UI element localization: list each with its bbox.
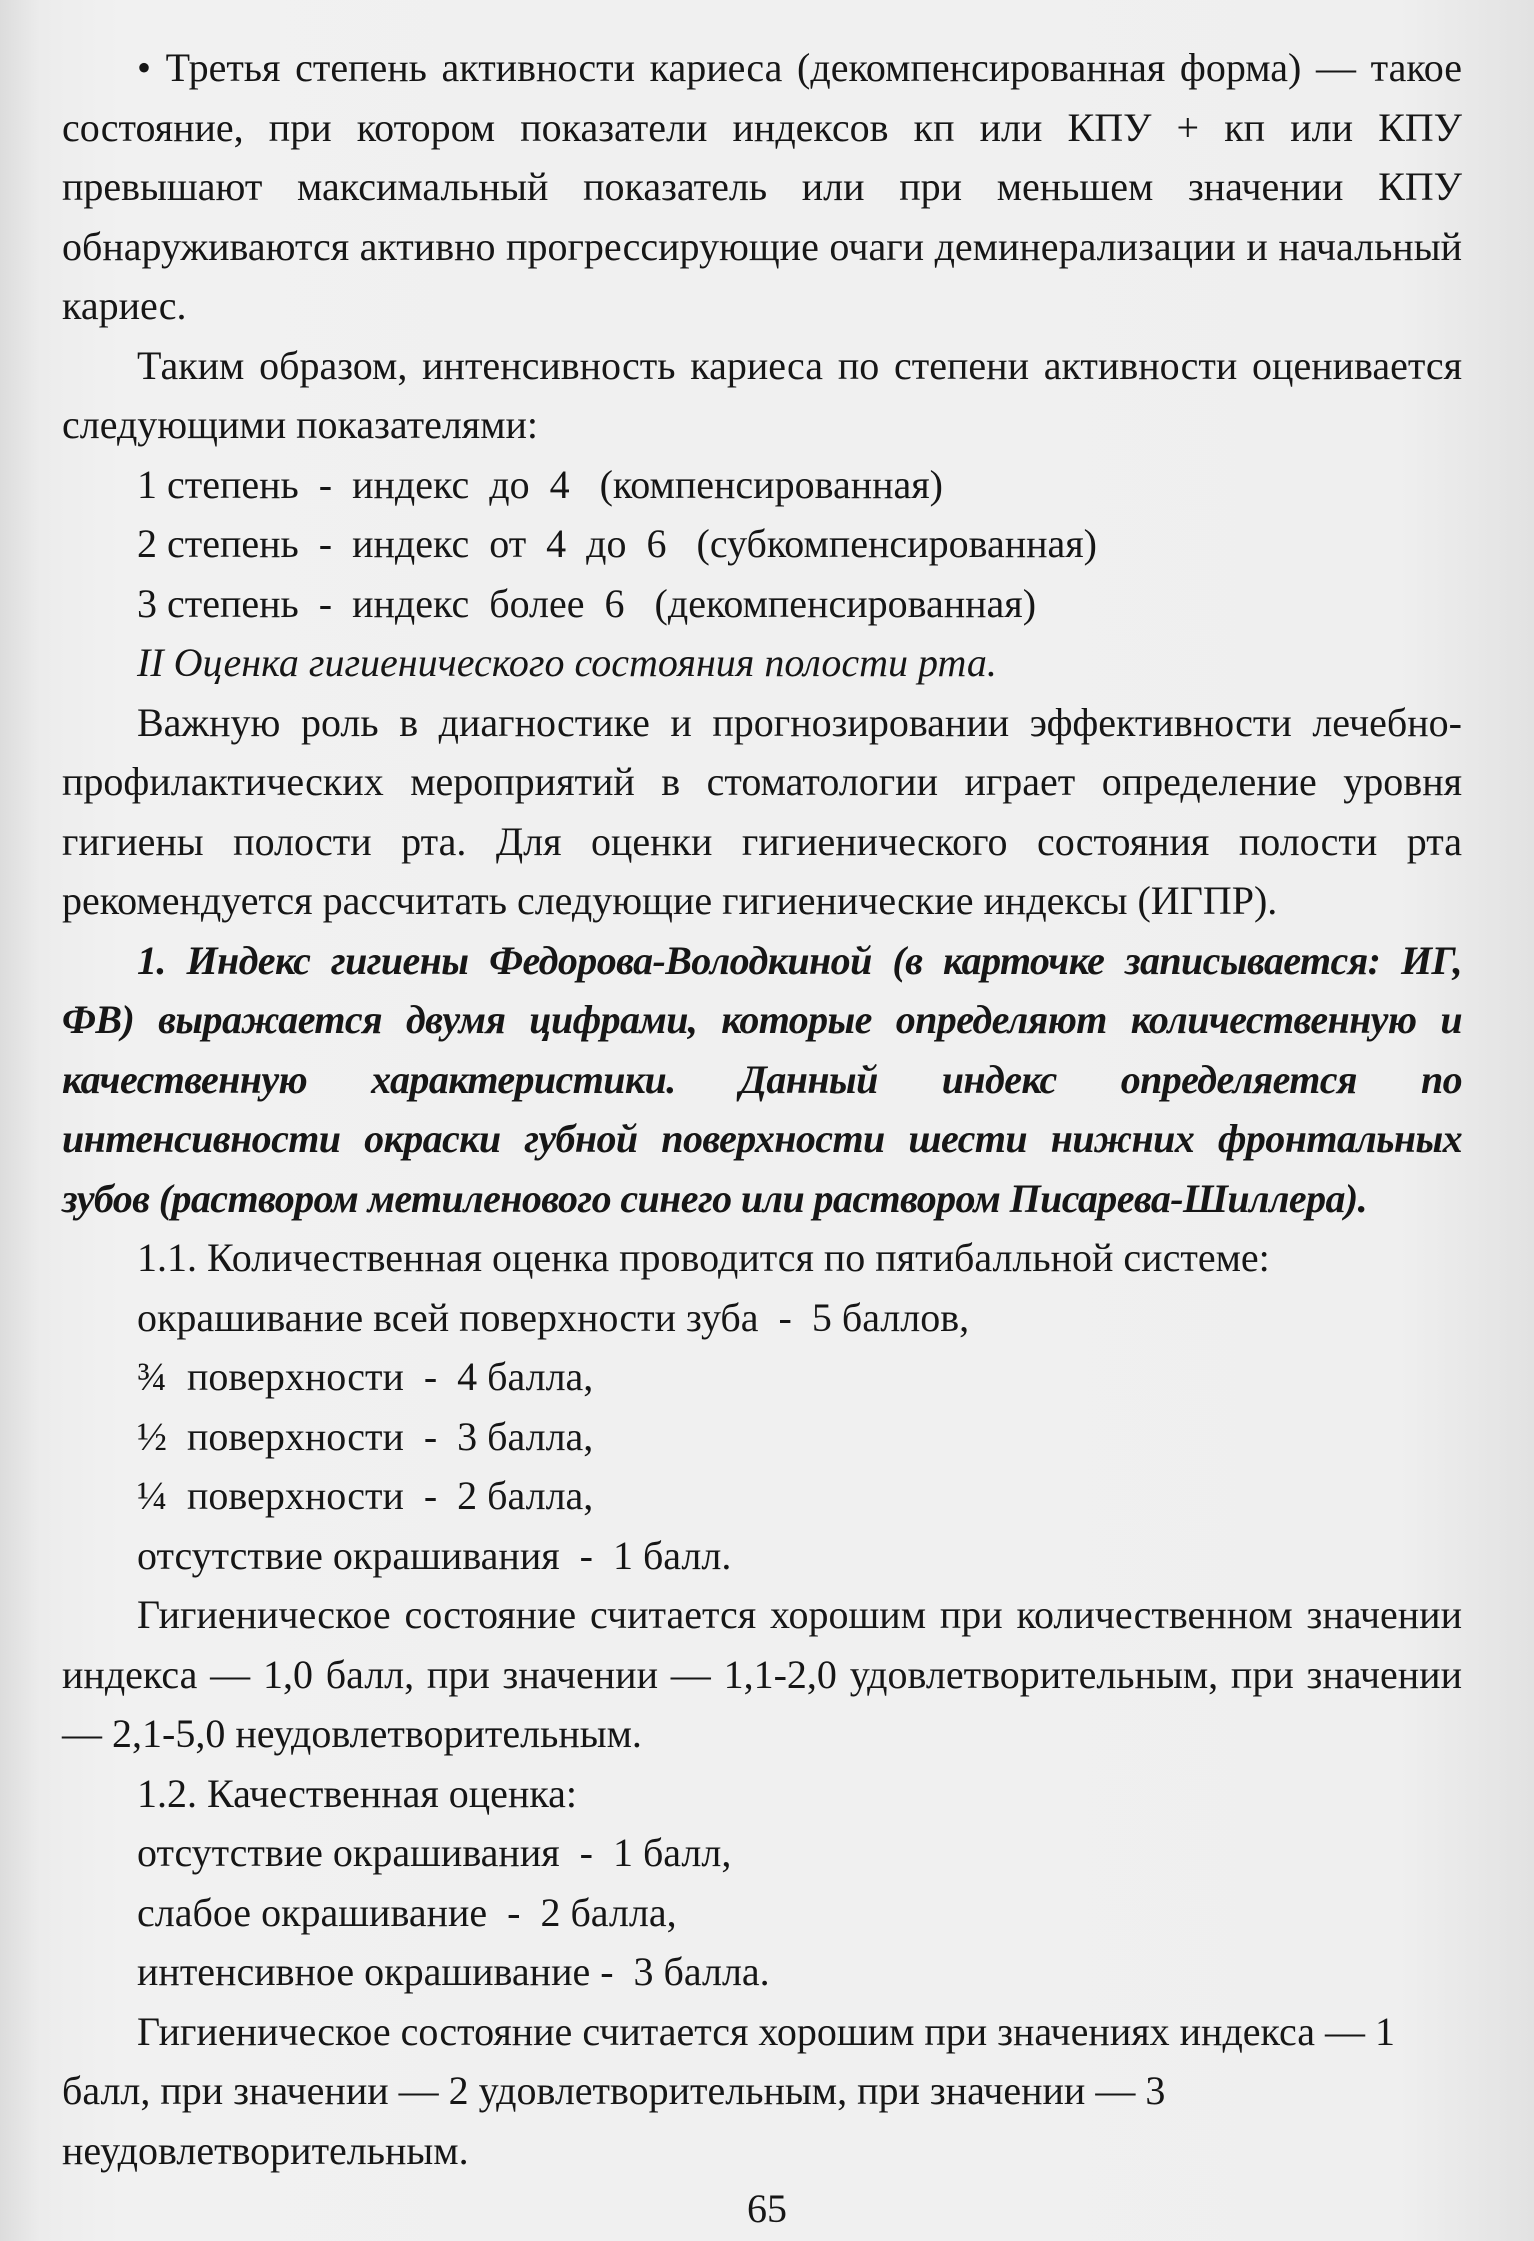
degree-item: 2 степень - индекс от 4 до 6 (субкомпенсированная) <box>137 521 1097 566</box>
page-number: 65 <box>747 2186 787 2231</box>
qualitative-item: отсутствие окрашивания - 1 балл, <box>137 1830 732 1875</box>
hygiene-importance-paragraph: Важную роль в диагностике и прогнозировании эффективности лечебно-профилактических мероприятий в стоматологии играет определение уровня гигиены полости рта. Для оценки гигиенического состояния полости рта рекомендуется рассчитать следующие гигиенические индексы (ИГПР). <box>62 699 1462 923</box>
qualitative-heading: 1.2. Качественная оценка: <box>137 1770 578 1816</box>
quantitative-heading: 1.1. Количественная оценка проводится по пятибалльной системе: <box>137 1235 1270 1280</box>
quantitative-evaluation-paragraph: Гигиеническое состояние считается хорошим при количественном значении индекса — 1,0 балл, при значении — 1,1-2,0 удовлетворительным, при значении — 2,1-5,0 неудовлетворительным. <box>62 1592 1462 1756</box>
page-text <box>62 38 1462 2180</box>
qualitative-evaluation-paragraph: Гигиеническое состояние считается хорошим при значениях индекса — 1 балл, при значении — 2 удовлетворительным, при значении — 3 неудовлетворительным. <box>62 2008 1395 2173</box>
section-heading: II Оценка гигиенического состояния полости рта. <box>137 640 997 685</box>
quantitative-item: ¼ поверхности - 2 балла, <box>137 1473 594 1518</box>
quantitative-item: ¾ поверхности - 4 балла, <box>137 1354 594 1399</box>
quantitative-item: ½ поверхности - 3 балла, <box>137 1413 594 1459</box>
quantitative-item: окрашивание всей поверхности зуба - 5 баллов, <box>137 1294 970 1340</box>
qualitative-item: слабое окрашивание - 2 балла, <box>137 1889 677 1935</box>
quantitative-list <box>62 1288 1462 1586</box>
degree-item: 1 степень - индекс до 4 (компенсированная) <box>137 461 943 507</box>
degree-item: 3 степень - индекс более 6 (декомпенсированная) <box>137 580 1037 626</box>
quantitative-item: отсутствие окрашивания - 1 балл. <box>137 1532 732 1578</box>
degree-list <box>62 455 1462 634</box>
fedorov-volodkina-index-paragraph: 1. Индекс гигиены Федорова-Володкиной (в карточке записывается: ИГ, ФВ) выражается двумя цифрами, которые определяют количественную и качественную характеристики. Данный индекс определяется по интенсивности окраски губной поверхности шести нижних фронтальных зубов (раствором метиленового синего или раствором Писарева-Шиллера). <box>62 937 1462 1221</box>
caries-third-degree-paragraph: • Третья степень активности кариеса (декомпенсированная форма) — такое состояние, при котором показатели индексов кп или КПУ + кп или КПУ превышают максимальный показатель или при меньшем значении КПУ обнаруживаются активно прогрессирующие очаги деминерализации и начальный кариес. <box>62 45 1462 328</box>
qualitative-list <box>62 1823 1462 2002</box>
qualitative-item: интенсивное окрашивание - 3 балла. <box>137 1949 770 1994</box>
intensity-summary-paragraph: Таким образом, интенсивность кариеса по степени активности оценивается следующими показателями: <box>62 342 1462 447</box>
